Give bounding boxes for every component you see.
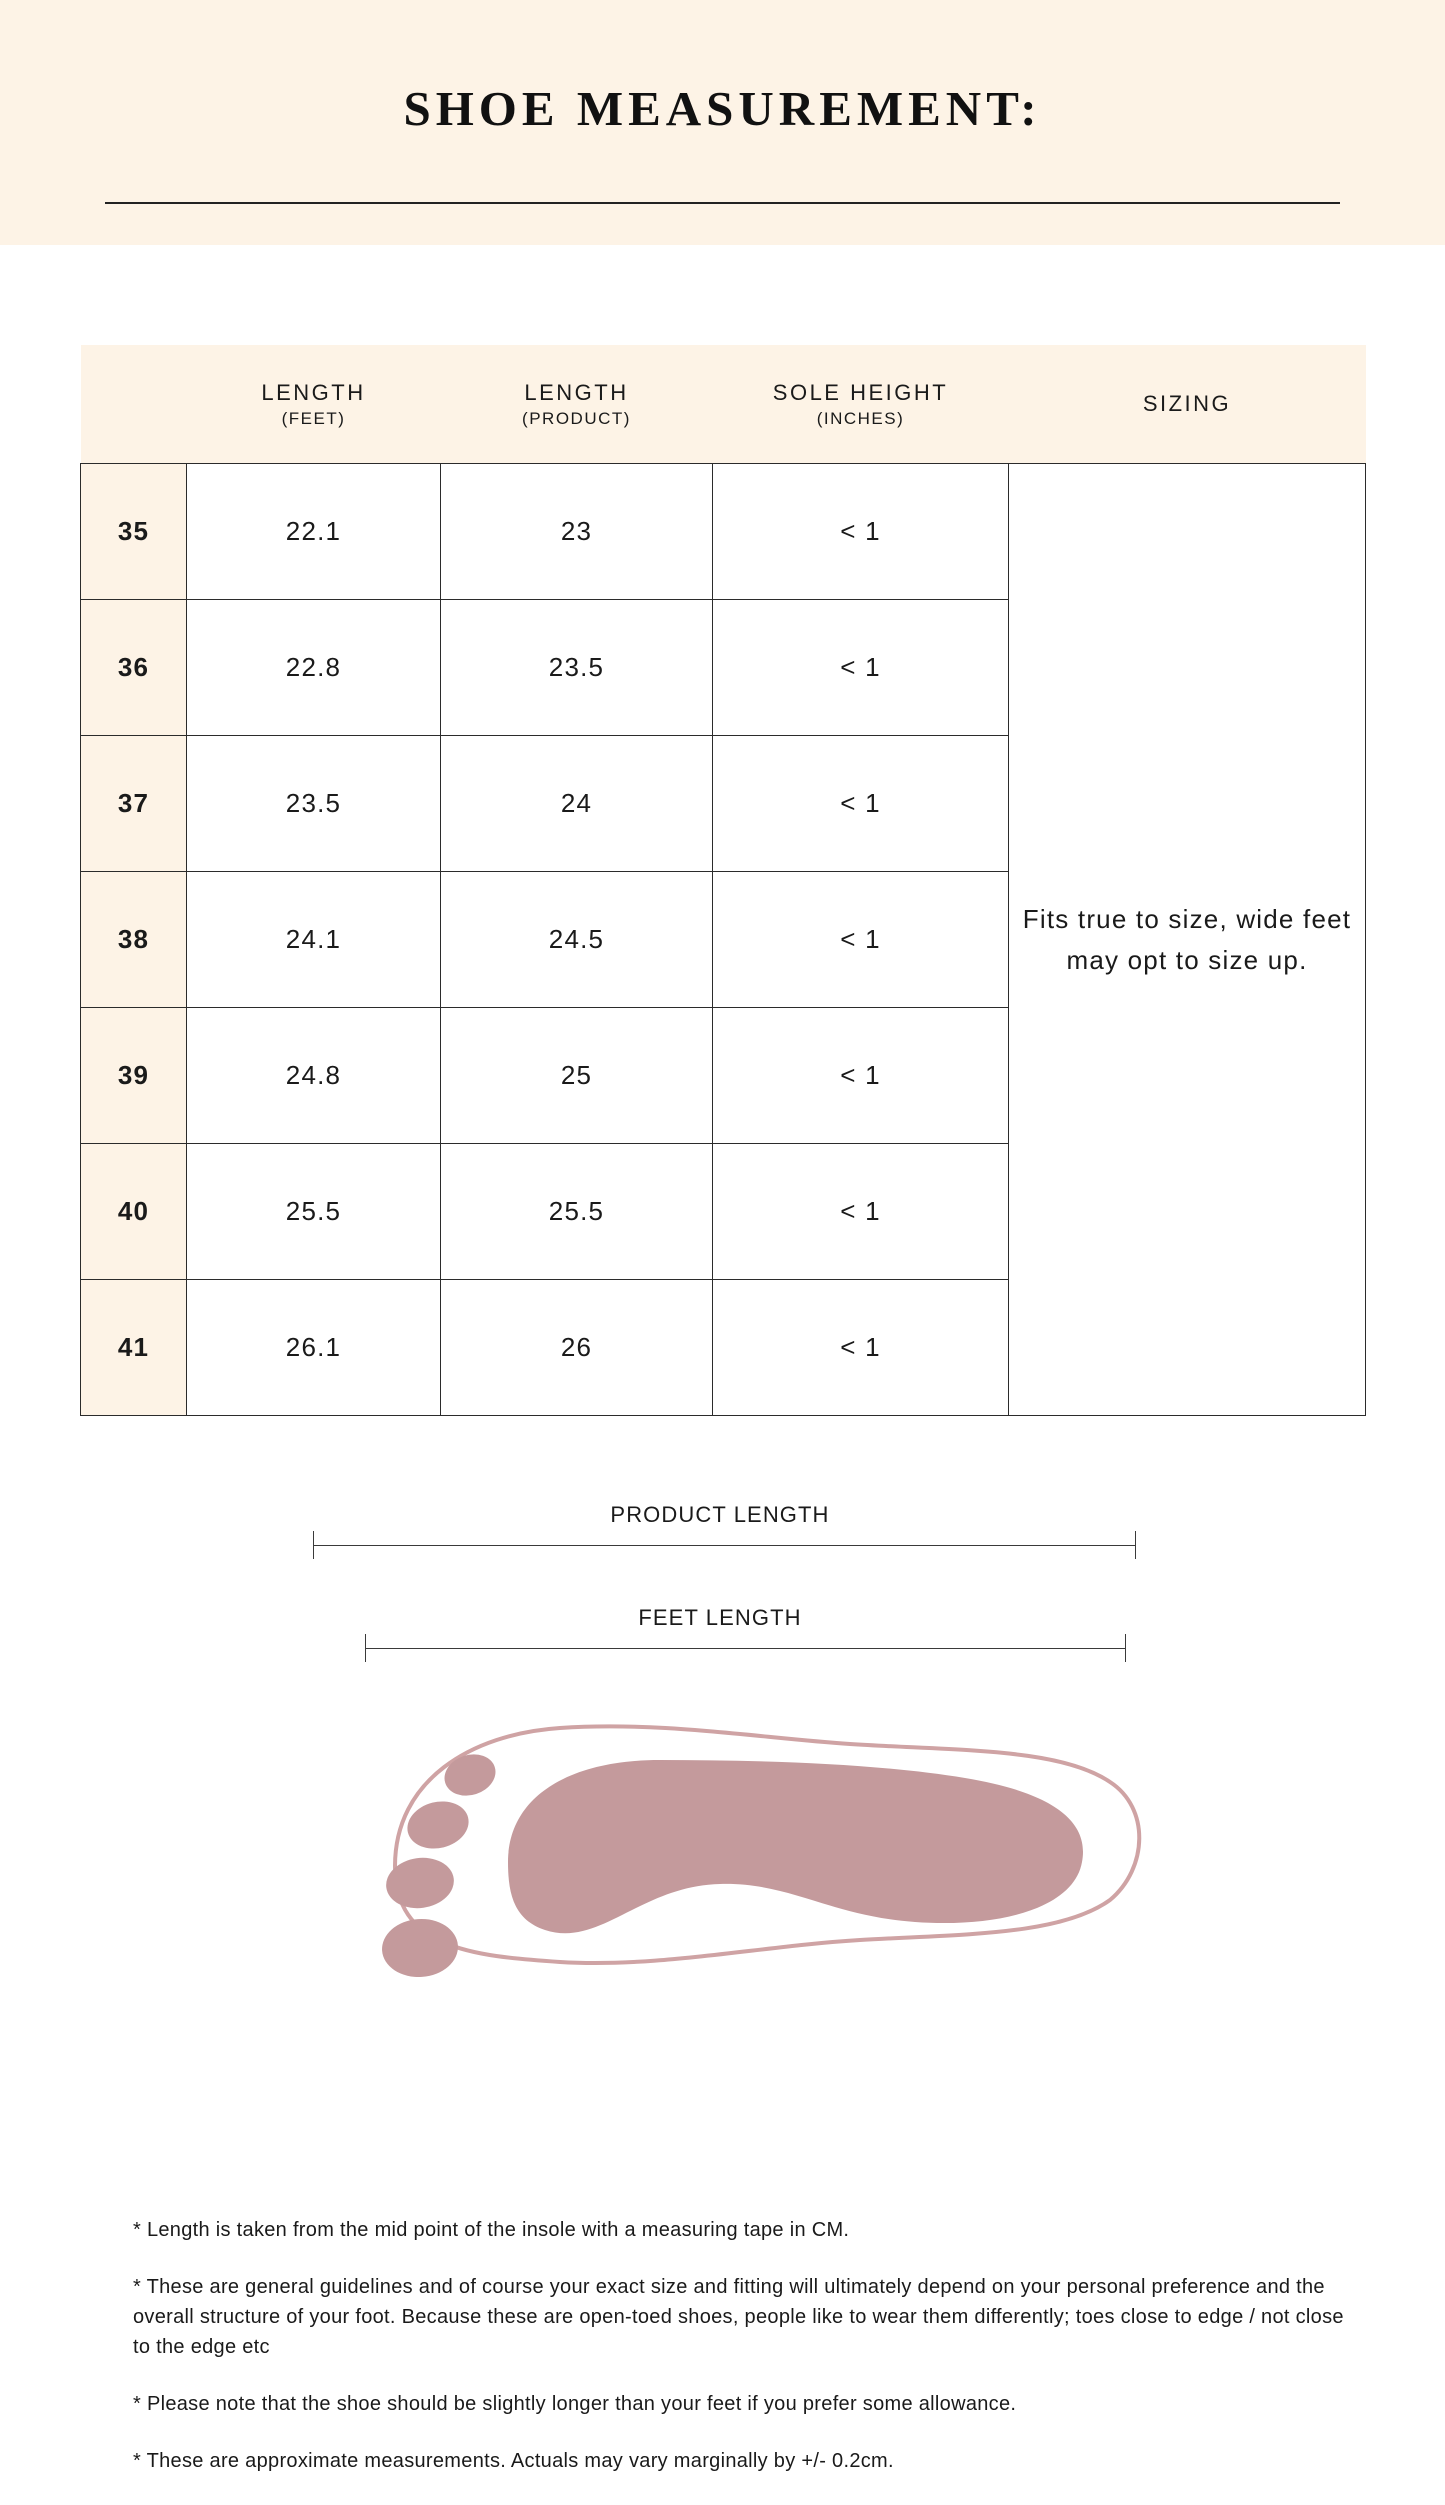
cell-size: 39 bbox=[81, 1008, 187, 1144]
cell-length-product: 24.5 bbox=[441, 872, 713, 1008]
product-length-label: PRODUCT LENGTH bbox=[610, 1502, 830, 1527]
cell-length-feet: 26.1 bbox=[187, 1280, 441, 1416]
product-length-line bbox=[313, 1545, 1135, 1546]
cell-size: 36 bbox=[81, 600, 187, 736]
title-divider bbox=[105, 202, 1340, 204]
cell-sole-height: < 1 bbox=[713, 464, 1009, 600]
size-table-body bbox=[81, 464, 1366, 1416]
cell-size: 40 bbox=[81, 1144, 187, 1280]
toe-shape-big bbox=[380, 1916, 460, 1979]
column-header-length-product-sub: (PRODUCT) bbox=[522, 409, 631, 429]
feet-length-cap-right bbox=[1125, 1634, 1126, 1662]
cell-size: 38 bbox=[81, 872, 187, 1008]
column-header-length-product bbox=[441, 345, 713, 464]
column-header-length-product-main: LENGTH bbox=[524, 379, 629, 405]
cell-length-product: 23.5 bbox=[441, 600, 713, 736]
foot-illustration bbox=[0, 1686, 1445, 2046]
column-header-length-feet bbox=[187, 345, 441, 464]
product-length-cap-left bbox=[313, 1531, 314, 1559]
cell-length-product: 24 bbox=[441, 736, 713, 872]
table-header-row bbox=[81, 345, 1366, 464]
cell-length-feet: 24.8 bbox=[187, 1008, 441, 1144]
column-header-length-feet-sub: (FEET) bbox=[281, 409, 346, 429]
cell-size: 37 bbox=[81, 736, 187, 872]
toe-shape-small bbox=[439, 1748, 501, 1802]
cell-length-feet: 22.1 bbox=[187, 464, 441, 600]
page-title: SHOE MEASUREMENT: bbox=[403, 81, 1042, 136]
feet-length-label: FEET LENGTH bbox=[638, 1605, 802, 1630]
cell-length-feet: 24.1 bbox=[187, 872, 441, 1008]
cell-sole-height: < 1 bbox=[713, 1144, 1009, 1280]
feet-length-line bbox=[365, 1648, 1125, 1649]
size-table bbox=[80, 345, 1366, 1416]
size-table-wrapper bbox=[80, 245, 1365, 1416]
cell-sole-height: < 1 bbox=[713, 872, 1009, 1008]
size-table-head bbox=[81, 345, 1366, 464]
cell-length-product: 23 bbox=[441, 464, 713, 600]
cell-length-feet: 23.5 bbox=[187, 736, 441, 872]
note-item: * These are approximate measurements. Actuals may vary marginally by +/- 0.2cm. bbox=[133, 2450, 894, 2472]
cell-length-product: 25.5 bbox=[441, 1144, 713, 1280]
column-header-sizing bbox=[1009, 345, 1366, 464]
column-header-sole-height bbox=[713, 345, 1009, 464]
cell-sole-height: < 1 bbox=[713, 600, 1009, 736]
column-header-sole-height-sub: (INCHES) bbox=[816, 409, 905, 429]
table-row bbox=[81, 464, 1366, 600]
cell-length-product: 26 bbox=[441, 1280, 713, 1416]
cell-length-product: 25 bbox=[441, 1008, 713, 1144]
note-item: * Length is taken from the mid point of the insole with a measuring tape in CM. bbox=[133, 2219, 850, 2241]
column-header-sizing-main: SIZING bbox=[1142, 391, 1232, 416]
feet-length-cap-left bbox=[365, 1634, 366, 1662]
cell-sole-height: < 1 bbox=[713, 736, 1009, 872]
note-item: * These are general guidelines and of course your exact size and fitting will ultimately depend on your personal preference and the overall structure of your foot. Because these are open-toed shoes, people like to wear them differently; toes close to edge / not close to the edge etc bbox=[133, 2276, 1344, 2358]
cell-sizing-note: Fits true to size, wide feet may opt to size up. bbox=[1009, 464, 1366, 1416]
cell-sole-height: < 1 bbox=[713, 1008, 1009, 1144]
cell-sole-height: < 1 bbox=[713, 1280, 1009, 1416]
notes-section bbox=[133, 2215, 1363, 2503]
foot-pad-shape bbox=[508, 1760, 1083, 1933]
cell-size: 41 bbox=[81, 1280, 187, 1416]
cell-size: 35 bbox=[81, 464, 187, 600]
note-item: * Please note that the shoe should be slightly longer than your feet if you prefer some allowance. bbox=[133, 2393, 1017, 2415]
cell-length-feet: 22.8 bbox=[187, 600, 441, 736]
foot-measurement-diagram bbox=[0, 1501, 1445, 2061]
cell-length-feet: 25.5 bbox=[187, 1144, 441, 1280]
column-header-length-feet-main: LENGTH bbox=[261, 379, 366, 405]
header-band bbox=[0, 0, 1445, 245]
column-header-size bbox=[81, 345, 187, 464]
column-header-sole-height-main: SOLE HEIGHT bbox=[772, 379, 949, 405]
product-length-cap-right bbox=[1135, 1531, 1136, 1559]
